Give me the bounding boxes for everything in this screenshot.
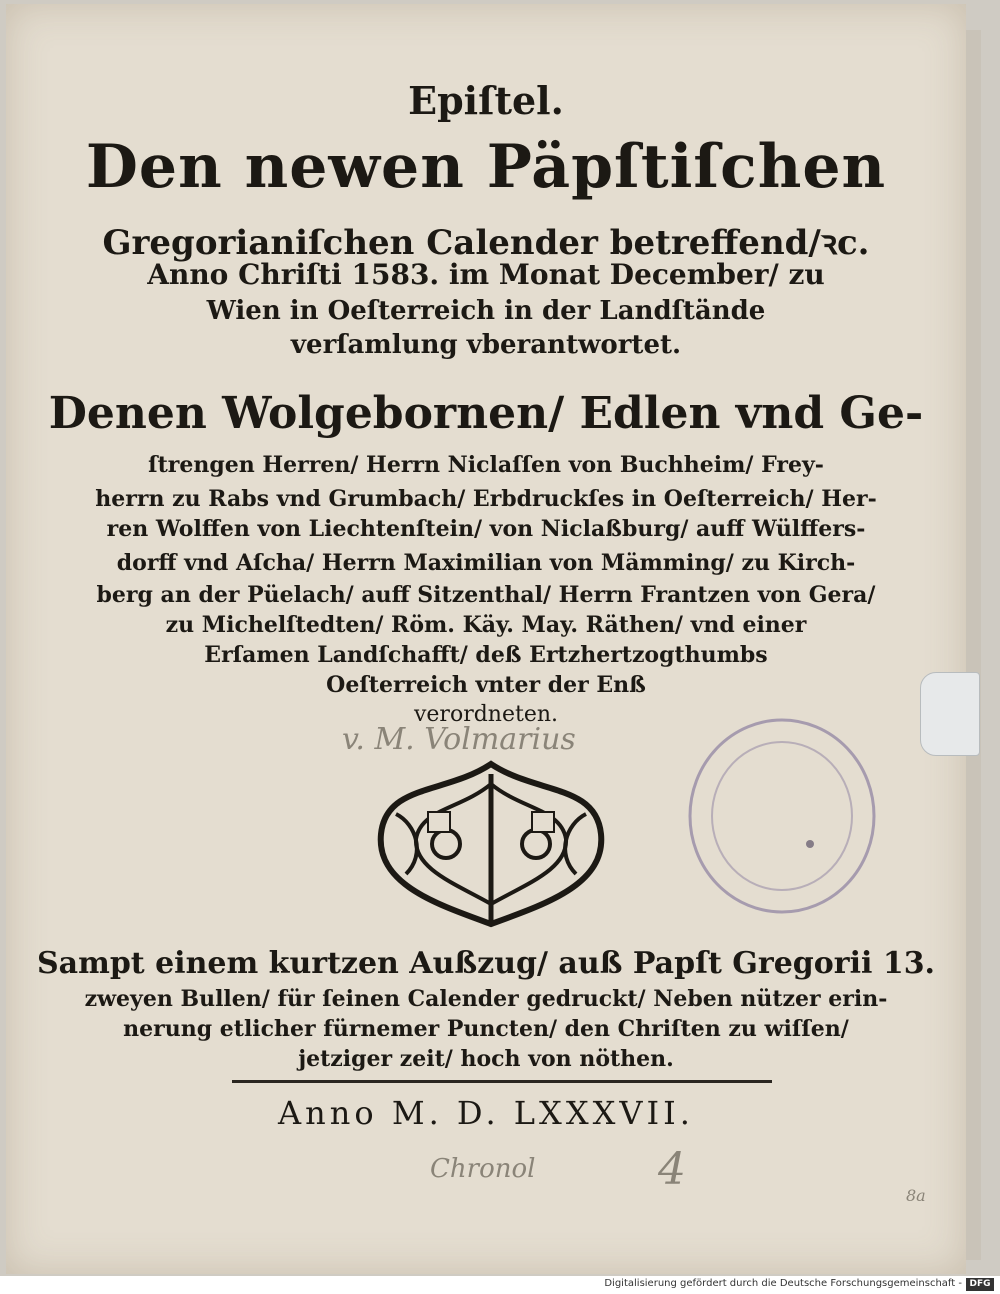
dedication-line: zu Michelſtedten/ Röm. Käy. May. Räthen/ vnd einer — [165, 612, 807, 638]
dedication-line: berg an der Püelach/ auff Sitzenthal/ Herrn Frantzen von Gera/ — [96, 582, 876, 608]
subtitle-line: verſamlung vberantwortet. — [290, 330, 682, 360]
dedication-line: dorff vnd Aſcha/ Herrn Maximilian von Mämming/ zu Kirch- — [116, 550, 856, 576]
subtitle-line: Anno Chriſti 1583. im Monat December/ zu — [147, 258, 825, 291]
supplement-line: nerung etlicher fürnemer Puncten/ den Chriſten zu wiſſen/ — [123, 1016, 849, 1042]
subtitle-line: Gregorianiſchen Calender betreffend/ꝛc. — [102, 223, 870, 263]
dedication-line: ſtrengen Herren/ Herrn Niclaſſen von Buchheim/ Frey- — [148, 452, 824, 478]
footer-bar — [0, 1276, 1000, 1294]
handwritten-corner-note: 8a — [906, 1186, 926, 1205]
library-stamp-icon — [682, 716, 882, 916]
supplement-line: zweyen Bullen/ für ſeinen Calender gedruckt/ Neben nützer erin- — [84, 986, 888, 1012]
main-title: Den newen Päpſtiſchen — [85, 132, 887, 202]
dedication-line: Oeſterreich vnter der Enß — [326, 672, 646, 698]
dedication-line: verordneten. — [413, 702, 559, 727]
dedication-line: herrn zu Rabs vnd Grumbach/ Erbdruckſes in Oeſterreich/ Her- — [95, 486, 877, 512]
dedication-heading: Denen Wolgebornen/ Edlen vnd Ge- — [48, 388, 924, 439]
footer-credit: Digitalisierung gefördert durch die Deutsche Forschungsgemeinschaft - — [604, 1278, 962, 1289]
subtitle-line: Wien in Oeſterreich in der Landſtände — [206, 296, 766, 326]
handwritten-number: 4 — [658, 1144, 686, 1195]
horizontal-rule — [232, 1080, 772, 1083]
paper-clip — [920, 672, 980, 756]
dfg-logo-icon: DFG — [966, 1278, 994, 1291]
heading-epistel: Epiſtel. — [408, 78, 564, 123]
dedication-line: ren Wolffen von Liechtenſtein/ von Niclaßburg/ auff Wülffers- — [106, 516, 866, 542]
imprint-year: Anno M. D. LXXXVII. — [278, 1094, 694, 1132]
title-page — [6, 4, 966, 1274]
supplement-line: jetziger zeit/ hoch von nöthen. — [298, 1046, 674, 1072]
dedication-line: Erſamen Landſchafft/ deß Ertzhertzogthumbs — [204, 642, 768, 668]
printer-ornament-icon — [366, 754, 616, 934]
supplement-line: Sampt einem kurtzen Außzug/ auß Papſt Gregorii 13. — [36, 946, 936, 981]
handwritten-shelfmark: Chronol — [430, 1154, 536, 1184]
handwritten-signature: v. M. Volmarius — [342, 722, 576, 757]
